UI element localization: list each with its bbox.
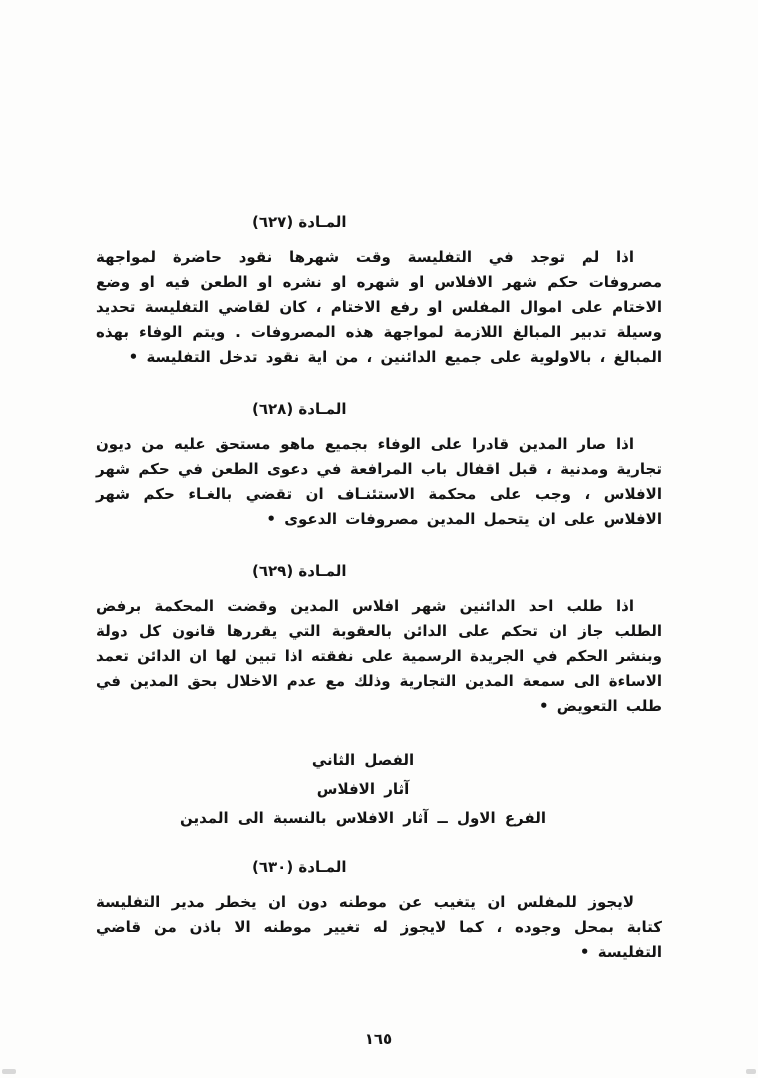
- article-heading-630: المـادة (٦٣٠): [252, 858, 347, 876]
- scan-artifact-bottom-left: [2, 1069, 16, 1074]
- article-body-629: اذا طلب احد الدائنين شهر افلاس المدين وقضت المحكمة برفض الطلب جاز ان تحكم على الدائن بالعقوبة التي يقررها قانون كل دولة وبنشر الحكم في الجريدة الرسمية على نفقته اذا تبين لها ان الدائن تعمد الاساءة الى سمعة المدين التجارية وذلك مع عدم الاخلال بحق المدين في طلب التعويض •: [96, 597, 662, 715]
- article-section-628: [96, 397, 662, 532]
- article-body-627: اذا لم توجد في التفليسة وقت شهرها نقود حاضرة لمواجهة مصروفات حكم شهر الافلاس او شهره او نشره او الطعن فيه او وضع الاختام على اموال المفلس او رفع الاختام ، كان لقاضي التفليسة تحديد وسيلة تدبير المبالغ اللازمة لمواجهة هذه المصروفات . ويتم الوفاء بهذه المبالغ ، بالاولوية على جميع الدائنين ، من اية نقود تدخل التفليسة •: [96, 248, 662, 366]
- chapter-heading: [80, 746, 646, 833]
- article-body-630: لايجوز للمفلس ان يتغيب عن موطنه دون ان يخطر مدير التفليسة كتابة بمحل وجوده ، كما لايجوز له تغيير موطنه الا باذن من قاضي التفليسة •: [96, 893, 662, 961]
- article-section-629: [96, 559, 662, 719]
- scan-artifact-bottom-right: [746, 1069, 756, 1074]
- article-heading-629: المـادة (٦٢٩): [252, 562, 347, 580]
- article-heading-627: المـادة (٦٢٧): [252, 213, 347, 231]
- article-section-630: [96, 855, 662, 965]
- section-title: الفرع الاول ــ آثار الافلاس بالنسبة الى المدين: [180, 809, 546, 827]
- chapter-subtitle: آثار الافلاس: [316, 780, 410, 798]
- article-section-627: [96, 210, 662, 370]
- page-number: ١٦٥: [364, 1030, 393, 1048]
- article-body-628: اذا صار المدين قادرا على الوفاء بجميع ماهو مستحق عليه من ديون تجارية ومدنية ، قبل اقفال باب المرافعة في دعوى الطعن في حكم شهر الافلاس ، وجب على محكمة الاستئنـاف ان تقضي بالغـاء حكم شهر الافلاس على ان يتحمل المدين مصروفات الدعوى •: [96, 435, 662, 528]
- article-heading-628: المـادة (٦٢٨): [252, 400, 347, 418]
- chapter-title: الفصل الثاني: [311, 751, 415, 769]
